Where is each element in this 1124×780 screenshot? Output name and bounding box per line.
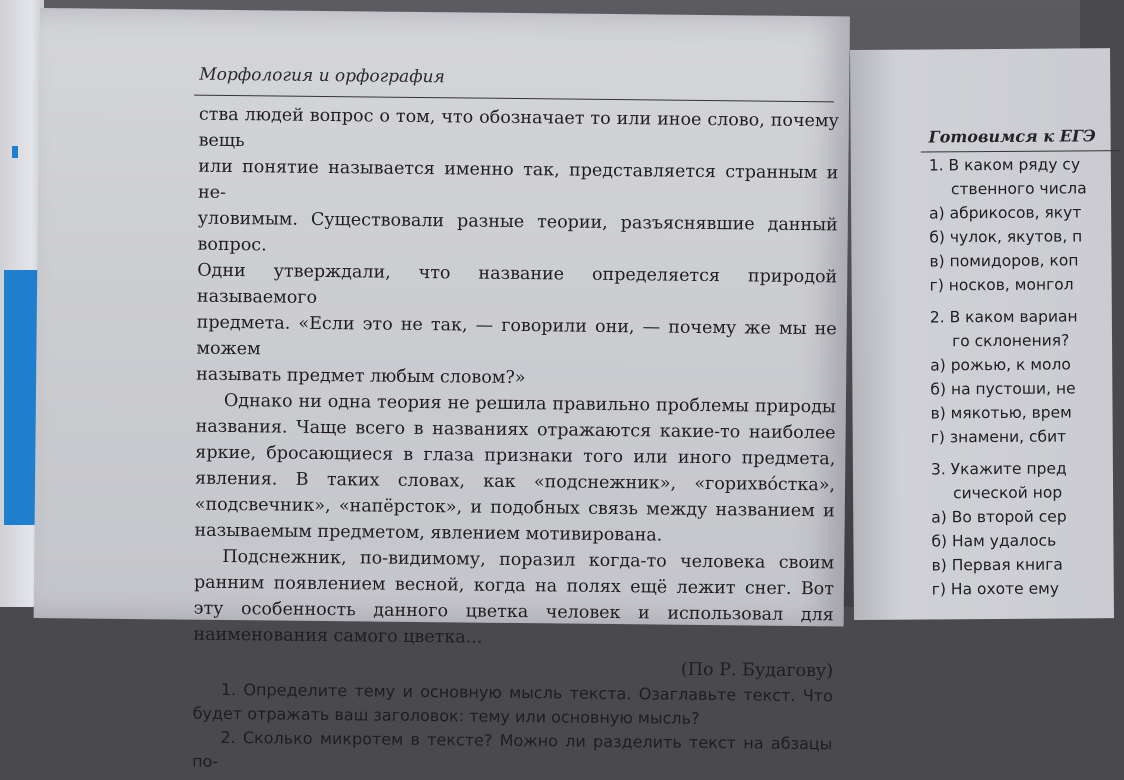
right-page: [850, 48, 1114, 620]
answer-option: г) знамени, сбит: [930, 427, 1067, 447]
answer-option: в) Первая книга: [931, 555, 1063, 575]
question-line: го склонения?: [951, 331, 1070, 351]
answer-option: а) Во второй сер: [931, 507, 1067, 527]
body-text: [192, 102, 839, 780]
answer-option: б) чулок, якутов, п: [929, 227, 1083, 247]
paragraph: Однако ни одна теория не решила правильно проблемы природы названия. Чаще всего в названиях отражаются какие-то наиболее яркие, бросающиеся в глаза признаки того или иного предмета, явления. В таких словах, как «подснежник», «горихвóстка», «подсвечник», «напёрсток», и подобных связь между названием и называемым предметом, явлением мотивирована.: [194, 390, 836, 546]
question-line: 3. Укажите пред: [930, 459, 1067, 479]
text-line: Одни утверждали, что название определяется природой называемого: [196, 260, 838, 308]
blue-mark: [12, 146, 18, 158]
task-1: 1. Определите тему и основную мысль текста. Озаглавьте текст. Что будет отражать ваш заголовок: тему или основную мысль?: [192, 679, 833, 728]
text-line: или понятие называется именно так, представляется странным и не-: [197, 156, 839, 203]
question-line: 1. В каком ряду су: [928, 155, 1081, 175]
running-head: Морфология и орфография: [199, 64, 445, 88]
answer-option: г) носков, монгол: [929, 275, 1074, 295]
answer-option: а) абрикосов, якут: [929, 203, 1082, 223]
right-page-title: Готовимся к ЕГЭ: [928, 126, 1096, 147]
answer-option: в) мякотью, врем: [930, 403, 1072, 423]
answer-option: г) На охоте ему: [931, 579, 1060, 599]
running-head-rule: [194, 95, 834, 103]
question-line: сической нор: [953, 483, 1063, 503]
answer-option: а) рожью, к моло: [930, 355, 1071, 375]
question-line: 2. В каком вариан: [929, 307, 1078, 327]
answer-option: в) помидоров, коп: [929, 251, 1079, 271]
text-line: уловимым. Существовали разные теории, разъяснявшие данный вопрос.: [197, 208, 838, 256]
left-page: [34, 8, 850, 771]
question-line: ственного числа: [950, 179, 1087, 199]
answer-option: б) на пустоши, не: [930, 379, 1076, 399]
task-2: 2. Сколько микротем в тексте? Можно ли разделить текст на абзацы по-: [192, 727, 833, 771]
source-attribution: (По Р. Будагову): [680, 659, 834, 682]
answer-option: б) Нам удалось: [931, 531, 1057, 551]
text-line: предмета. «Если это не так, — говорили они, — почему же мы не можем: [196, 312, 837, 360]
blue-page-tab: [4, 270, 38, 525]
text-line: ства людей вопрос о том, что обозначает то или иное слово, почему вещь: [198, 104, 839, 152]
paragraph: Подснежник, по-видимому, поразил когда-то человека своим ранним появлением весной, когда на полях ещё лежит снег. Вот эту особенность данного цветка человек и использовал для наименования самого цветка...: [193, 546, 835, 648]
text-line: называть предмет любым словом?»: [196, 364, 526, 389]
right-page-questions: [929, 152, 1122, 601]
